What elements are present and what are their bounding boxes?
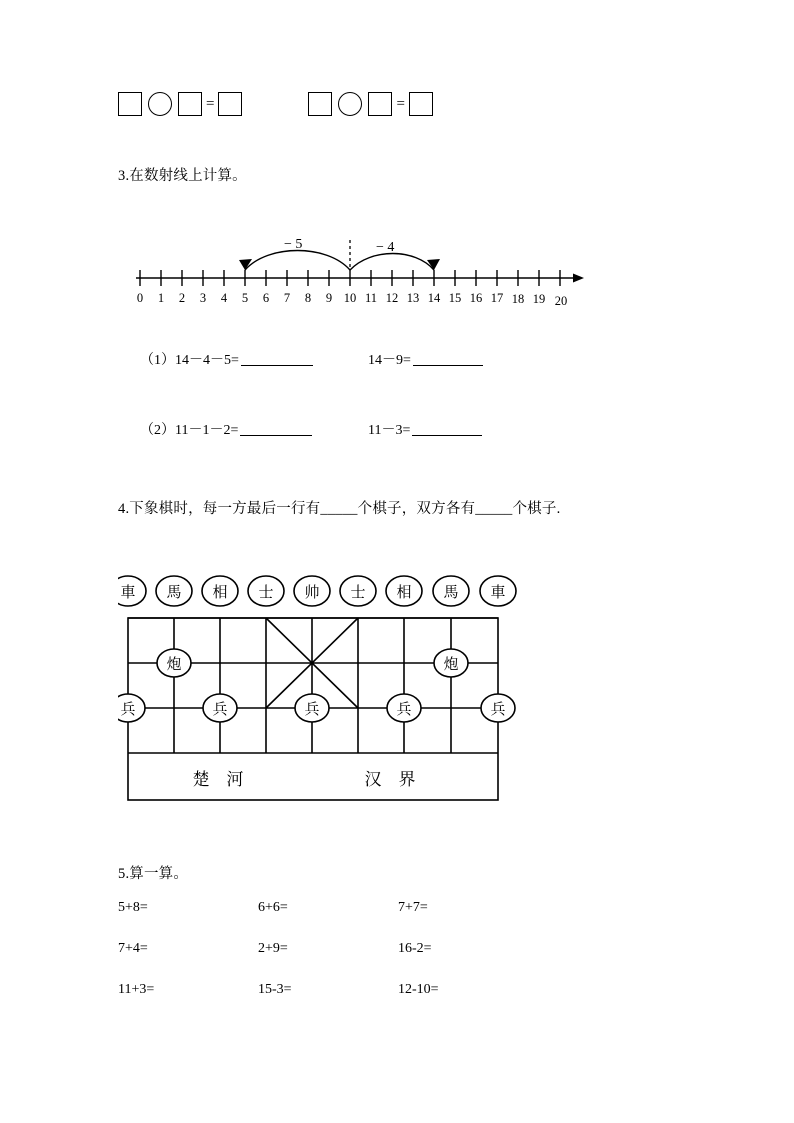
- calc-item[interactable]: 6+6=: [258, 900, 288, 915]
- svg-text:士: 士: [350, 585, 366, 601]
- svg-text:相: 相: [212, 585, 228, 601]
- svg-text:楚 河: 楚 河: [192, 770, 244, 789]
- q3-row2-left: [140, 419, 312, 439]
- calc-item[interactable]: 5+8=: [118, 900, 148, 915]
- svg-text:10: 10: [343, 291, 357, 305]
- answer-blank[interactable]: [241, 352, 313, 366]
- calc-row: [118, 900, 538, 941]
- svg-text:18: 18: [511, 292, 525, 306]
- svg-text:兵: 兵: [212, 702, 228, 718]
- answer-box[interactable]: [368, 92, 392, 116]
- operator-circle[interactable]: [148, 92, 172, 116]
- calc-item[interactable]: 7+7=: [398, 900, 428, 915]
- operator-circle[interactable]: [338, 92, 362, 116]
- answer-box[interactable]: [218, 92, 242, 116]
- box-equation-group-1: [118, 92, 242, 116]
- svg-text:11: 11: [364, 291, 378, 305]
- number-line-diagram: [118, 228, 588, 308]
- q3-row1-left-label: （1）14－4－5=: [140, 353, 239, 368]
- xiangqi-board-diagram: [118, 560, 518, 830]
- svg-text:13: 13: [406, 291, 420, 305]
- answer-box[interactable]: [118, 92, 142, 116]
- svg-text:車: 車: [120, 585, 136, 601]
- svg-text:− 4: − 4: [376, 240, 395, 255]
- answer-blank[interactable]: [413, 352, 483, 366]
- equals-sign: =: [396, 95, 405, 112]
- box-equation-row: [118, 92, 433, 116]
- q3-row2-left-label: （2）11－1－2=: [140, 423, 239, 438]
- svg-text:馬: 馬: [166, 585, 182, 601]
- svg-text:馬: 馬: [443, 585, 459, 601]
- svg-text:帅: 帅: [304, 585, 320, 601]
- answer-box[interactable]: [308, 92, 332, 116]
- svg-text:− 5: − 5: [284, 237, 303, 252]
- calc-item[interactable]: 15-3=: [258, 982, 292, 997]
- svg-text:12: 12: [385, 291, 399, 305]
- svg-text:3: 3: [199, 291, 207, 305]
- answer-blank[interactable]: [240, 422, 312, 436]
- equals-sign: =: [206, 95, 215, 112]
- box-equation-group-2: [308, 92, 432, 116]
- svg-text:車: 車: [490, 585, 506, 601]
- svg-text:5: 5: [241, 291, 249, 305]
- svg-text:2: 2: [178, 291, 186, 305]
- svg-text:7: 7: [283, 291, 291, 305]
- svg-text:19: 19: [532, 292, 546, 306]
- svg-text:20: 20: [554, 294, 568, 308]
- question-3-title: 3.在数射线上计算。: [118, 168, 247, 184]
- answer-blank[interactable]: [412, 422, 482, 436]
- svg-text:9: 9: [325, 291, 333, 305]
- calc-row: [118, 941, 538, 982]
- q3-row2-right-label: 11－3=: [368, 423, 411, 438]
- q3-row1-right-label: 14－9=: [368, 353, 411, 368]
- q3-row1-right: [368, 349, 483, 369]
- q3-row2-right: [368, 419, 482, 439]
- svg-text:0: 0: [136, 291, 144, 305]
- svg-text:6: 6: [262, 291, 270, 305]
- calc-row: [118, 982, 538, 1023]
- svg-text:士: 士: [258, 585, 274, 601]
- question-5-title: 5.算一算。: [118, 866, 189, 882]
- svg-text:兵: 兵: [120, 702, 136, 718]
- svg-text:兵: 兵: [490, 702, 506, 718]
- calc-item[interactable]: 7+4=: [118, 941, 148, 956]
- q5-calculation-grid: [118, 900, 538, 1023]
- q3-row1-left: [140, 349, 313, 369]
- svg-text:炮: 炮: [166, 657, 182, 673]
- question-4-title: 4.下象棋时，每一方最后一行有_____个棋子，双方各有_____个棋子.: [118, 501, 561, 517]
- svg-text:兵: 兵: [396, 702, 412, 718]
- svg-text:8: 8: [304, 291, 312, 305]
- calc-item[interactable]: 16-2=: [398, 941, 432, 956]
- svg-text:15: 15: [448, 291, 462, 305]
- answer-box[interactable]: [178, 92, 202, 116]
- svg-text:14: 14: [427, 291, 441, 305]
- calc-item[interactable]: 12-10=: [398, 982, 439, 997]
- svg-text:兵: 兵: [304, 702, 320, 718]
- svg-text:17: 17: [490, 291, 504, 305]
- answer-box[interactable]: [409, 92, 433, 116]
- calc-item[interactable]: 2+9=: [258, 941, 288, 956]
- svg-text:16: 16: [469, 291, 483, 305]
- svg-text:炮: 炮: [443, 657, 459, 673]
- svg-text:4: 4: [220, 291, 228, 305]
- svg-text:1: 1: [157, 291, 165, 305]
- calc-item[interactable]: 11+3=: [118, 982, 155, 997]
- svg-text:汉 界: 汉 界: [364, 770, 416, 789]
- svg-text:相: 相: [396, 585, 412, 601]
